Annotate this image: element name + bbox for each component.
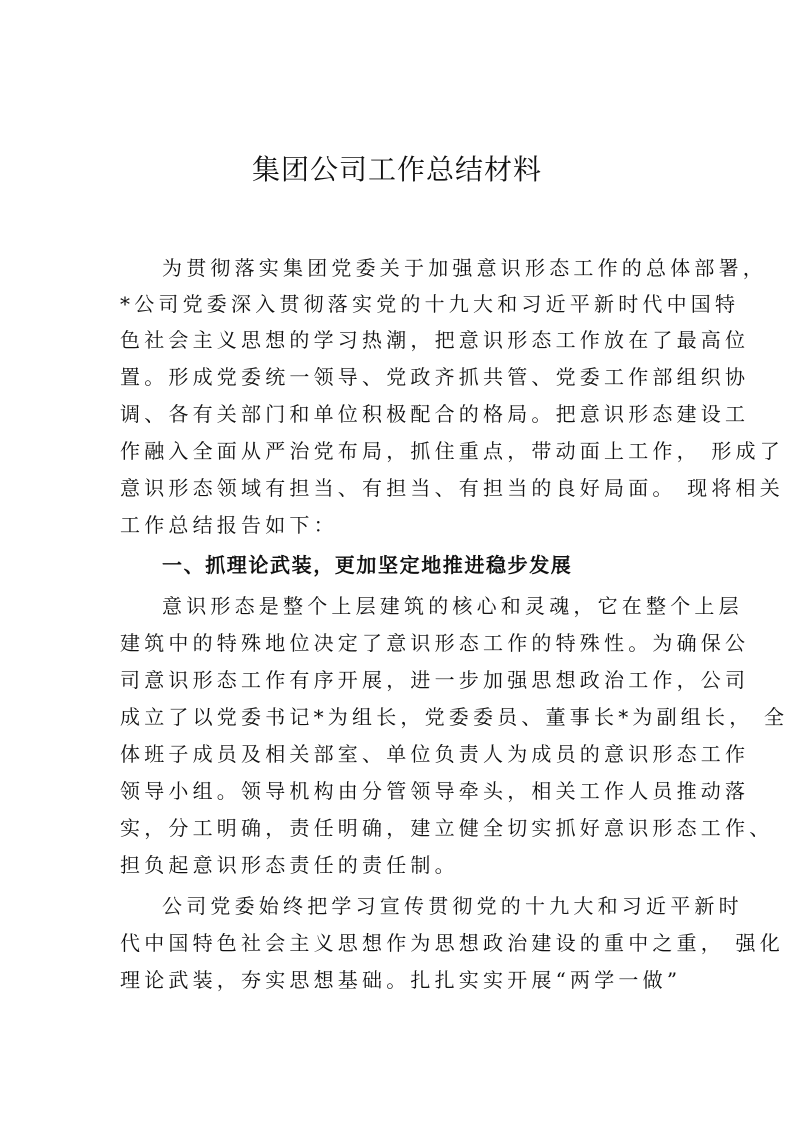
paragraph-line: 为贯彻落实集团党委关于加强意识形态工作的总体部署，: [162, 256, 767, 280]
paragraph-line: 司意识形态工作有序开展，进一步加强思想政治工作，公司: [120, 668, 750, 692]
paragraph-line: 意识形态领域有担当、有担当、有担当的良好局面。 现将相关: [120, 476, 784, 500]
paragraph-line: 理论武装，夯实思想基础。扎扎实实开展“两学一做”: [120, 968, 682, 992]
paragraph-line: 领导小组。领导机构由分管领导牵头，相关工作人员推动落: [120, 779, 750, 803]
paragraph-line: 置。形成党委统一领导、党政齐抓共管、党委工作部组织协: [120, 365, 750, 389]
paragraph-line: 体班子成员及相关部室、单位负责人为成员的意识形态工作: [120, 742, 750, 766]
paragraph-line: 作融入全面从严治党布局，抓住重点，带动面上工作， 形成了: [120, 439, 784, 463]
paragraph-line: 色社会主义思想的学习热潮，把意识形态工作放在了最高位: [120, 328, 750, 352]
paragraph-line: 意识形态是整个上层建筑的核心和灵魂，它在整个上层: [162, 594, 743, 618]
paragraph-line: 成立了以党委书记*为组长，党委委员、董事长*为副组长， 全: [120, 705, 789, 729]
document-title: 集团公司工作总结材料: [251, 153, 542, 186]
paragraph-line: 工作总结报告如下：: [120, 513, 338, 537]
paragraph-line: 实，分工明确，责任明确，建立健全切实抓好意识形态工作、: [120, 816, 774, 840]
paragraph-line: 建筑中的特殊地位决定了意识形态工作的特殊性。为确保公: [120, 631, 750, 655]
paragraph-line: *公司党委深入贯彻落实党的十九大和习近平新时代中国特: [120, 292, 740, 316]
paragraph-line: 调、各有关部门和单位积极配合的格局。把意识形态建设工: [120, 402, 750, 426]
paragraph-line: 代中国特色社会主义思想作为思想政治建设的重中之重， 强化: [120, 931, 784, 955]
section-heading: 一、抓理论武装，更加坚定地推进稳步发展: [162, 553, 573, 577]
paragraph-line: 担负起意识形态责任的责任制。: [120, 853, 459, 877]
paragraph-line: 公司党委始终把学习宣传贯彻党的十九大和习近平新时: [162, 894, 743, 918]
